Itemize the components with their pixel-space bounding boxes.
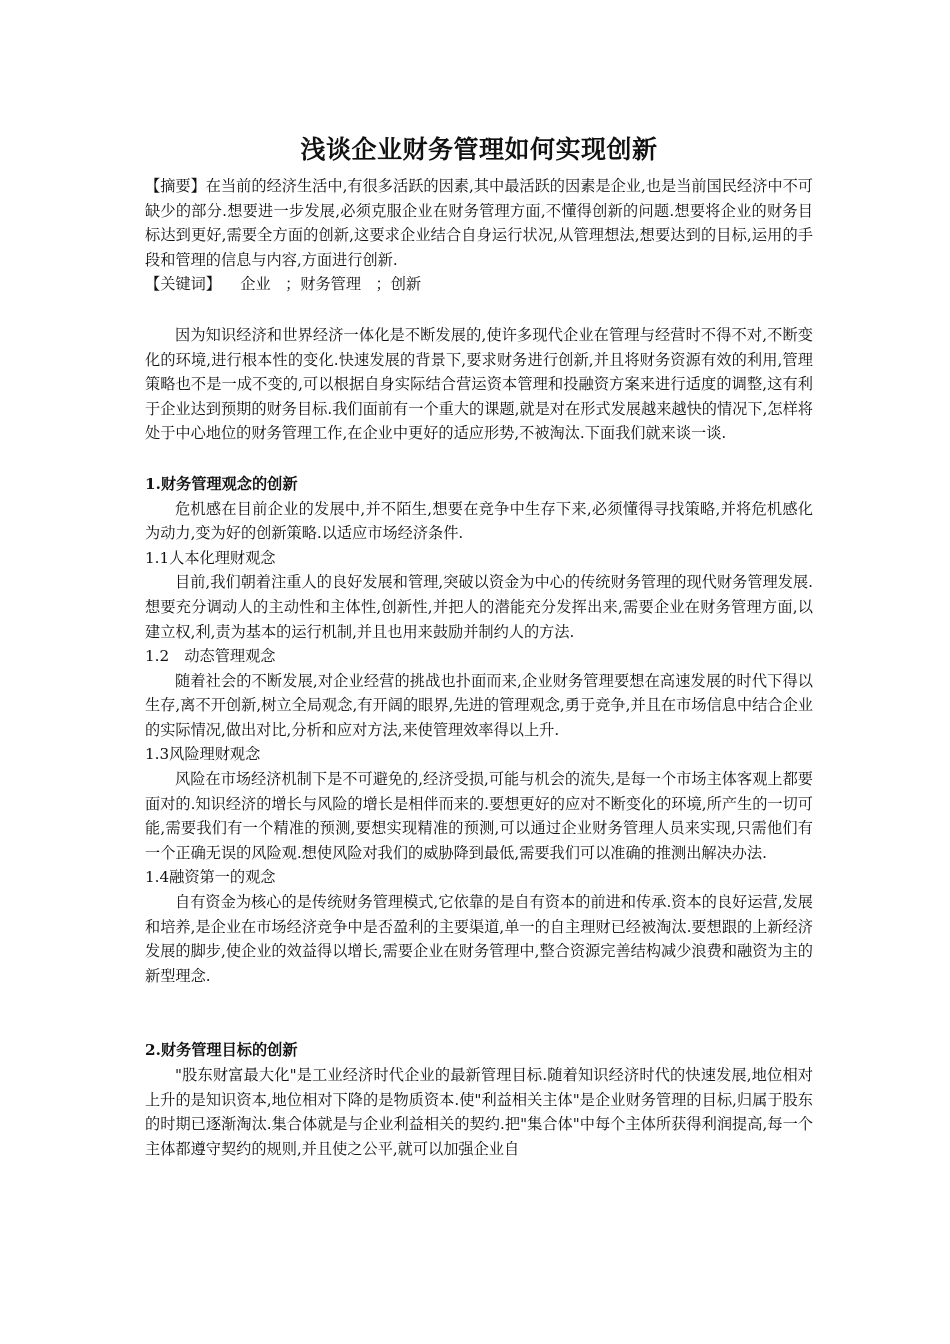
keyword-item: 财务管理 bbox=[300, 275, 362, 294]
keywords-label: 【关键词】 bbox=[145, 275, 221, 294]
spacer bbox=[145, 446, 813, 472]
subsection-paragraph: 风险在市场经济机制下是不可避免的,经济受损,可能与机会的流失,是每一个市场主体客观上都要面对的.知识经济的增长与风险的增长是相伴而来的.要想更好的应对不断变化的环境,所产生的一切可能,需要我们有一个精准的预测,要想实现精准的预测,可以通过企业财务管理人员来实现,只需他们有一个正确无误的风险观.想使风险对我们的威胁降到最低,需要我们可以准确的推测出解决办法. bbox=[145, 770, 813, 862]
intro-paragraph: 因为知识经济和世界经济一体化是不断发展的,使许多现代企业在管理与经营时不得不对,不断变化的环境,进行根本性的变化.快速发展的背景下,要求财务进行创新,并且将财务资源有效的利用,管理策略也不是一成不变的,可以根据自身实际结合营运资本管理和投融资方案来进行适度的调整,这有利于企业达到预期的财务目标.我们面前有一个重大的课题,就是对在形式发展越来越快的情况下,怎样将处于中心地位的财务管理工作,在企业中更好的适应形势,不被淘汰.下面我们就来谈一谈. bbox=[145, 325, 813, 443]
keyword-item: 企业 bbox=[240, 275, 271, 294]
subsection-paragraph: 目前,我们朝着注重人的良好发展和管理,突破以资金为中心的传统财务管理的现代财务管理发展.想要充分调动人的主动性和主体性,创新性,并把人的潜能充分发挥出来,需要企业在财务管理方面,以建立权,利,责为基本的运行机制,并且也用来鼓励并制约人的方法. bbox=[145, 573, 813, 641]
abstract-paragraph: 【摘要】在当前的经济生活中,有很多活跃的因素,其中最活跃的因素是企业,也是当前国民经济中不可缺少的部分.想要进一步发展,必须克服企业在财务管理方面,不懂得创新的问题.想要将企业的财务目标达到更好,需要全方面的创新,这要求企业结合自身运行状况,从管理想法,想要达到的目标,运用的手段和管理的信息与内容,方面进行创新. bbox=[145, 177, 813, 269]
subsection-heading: 1.3风险理财观念 bbox=[145, 745, 261, 764]
subsection-paragraph: 随着社会的不断发展,对企业经营的挑战也扑面而来,企业财务管理要想在高速发展的时代下得以生存,离不开创新,树立全局观念,有开阔的眼界,先进的管理观念,勇于竞争,并且在市场信息中结合企业的实际情况,做出对比,分析和应对方法,来使管理效率得以上升. bbox=[145, 671, 813, 739]
section-paragraph: "股东财富最大化"是工业经济时代企业的最新管理目标.随着知识经济时代的快速发展,地位相对上升的是知识资本,地位相对下降的是物质资本.使"利益相关主体"是企业财务管理的目标,归属于股东的时期已逐渐淘汰.集合体就是与企业利益相关的契约.把"集合体"中每个主体所获得利润提高,每一个主体都遵守契约的规则,并且使之公平,就可以加强企业自 bbox=[145, 1066, 813, 1158]
keywords-line bbox=[145, 272, 813, 297]
subsection-paragraph: 自有资金为核心的是传统财务管理模式,它依靠的是自有资本的前进和传承.资本的良好运营,发展和培养,是企业在市场经济竞争中是否盈利的主要渠道,单一的自主理财已经被淘汰.要想跟的上新经济发展的脚步,使企业的效益得以增长,需要企业在财务管理中,整合资源完善结构减少浪费和融资为主的新型理念. bbox=[145, 893, 813, 985]
keyword-separator: ； bbox=[285, 275, 301, 294]
spacer bbox=[145, 988, 813, 1038]
subsection-heading: 1.4融资第一的观念 bbox=[145, 868, 276, 887]
section-paragraph: 危机感在目前企业的发展中,并不陌生,想要在竞争中生存下来,必须懂得寻找策略,并将危机感化为动力,变为好的创新策略.以适应市场经济条件. bbox=[145, 499, 813, 543]
subsection-heading: 1.1人本化理财观念 bbox=[145, 548, 276, 567]
keyword-separator: ； bbox=[375, 275, 391, 294]
section-heading: 1.财务管理观念的创新 bbox=[145, 474, 298, 493]
spacer bbox=[145, 297, 813, 323]
section-heading: 2.财务管理目标的创新 bbox=[145, 1041, 298, 1060]
keyword-item: 创新 bbox=[390, 275, 422, 294]
document-page bbox=[145, 130, 813, 1161]
subsection-heading: 1.2 动态管理观念 bbox=[145, 647, 276, 666]
page-title: 浅谈企业财务管理如何实现创新 bbox=[300, 135, 658, 164]
